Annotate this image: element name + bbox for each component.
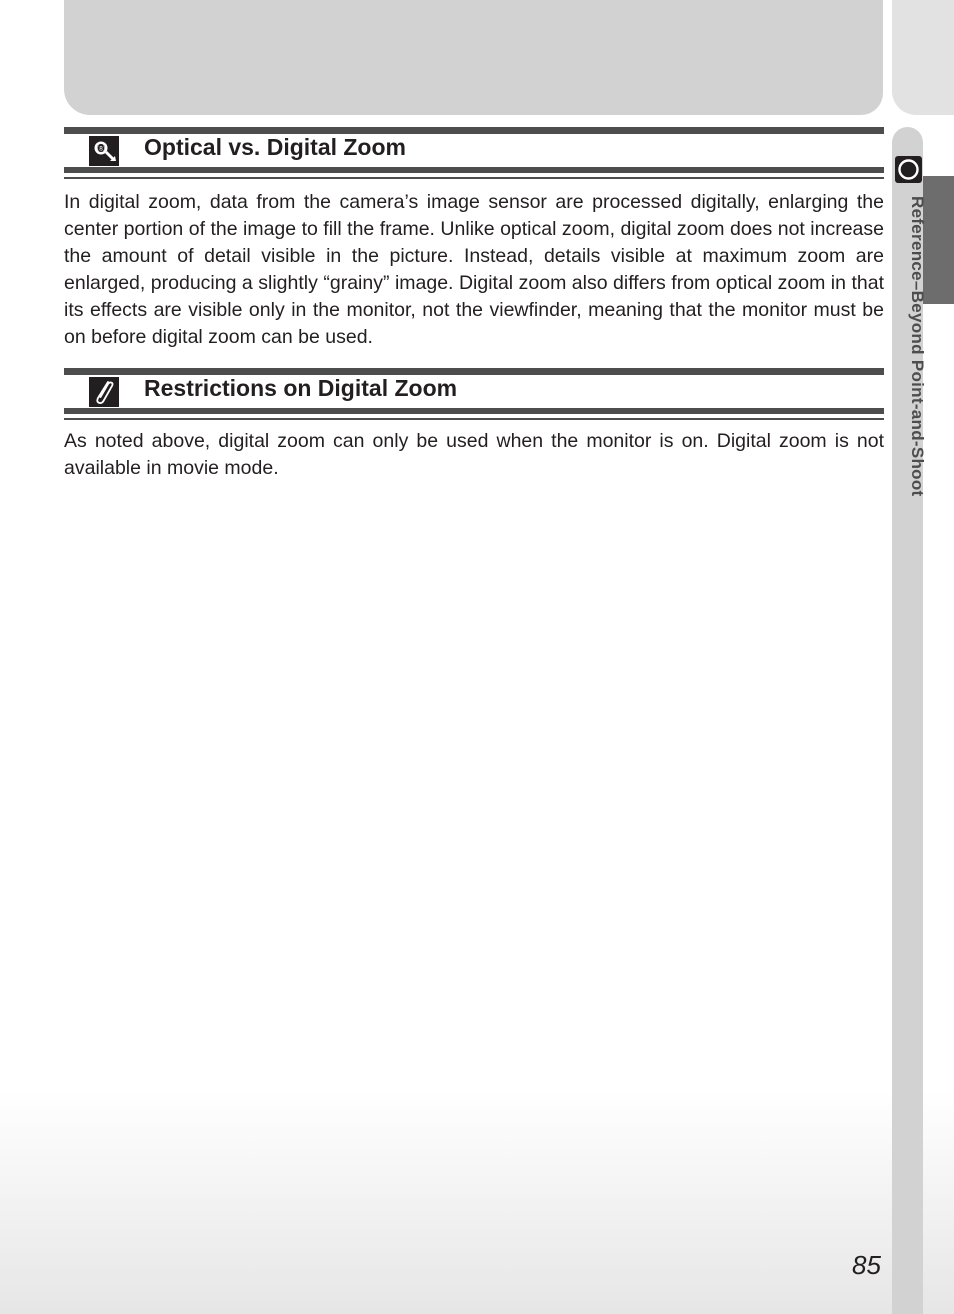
- header-rule-top: [64, 127, 884, 134]
- page-number: 85: [852, 1250, 881, 1280]
- chapter-label: Reference–Beyond Point-and-Shoot: [908, 196, 927, 497]
- header-rule-thin: [64, 418, 884, 420]
- side-top-decorative-panel: [892, 0, 954, 115]
- section-title: Restrictions on Digital Zoom: [144, 375, 458, 401]
- header-rule-bottom: [64, 408, 884, 414]
- header-rule-top: [64, 368, 884, 375]
- header-rule-thin: [64, 177, 884, 179]
- top-decorative-panel: [64, 0, 883, 115]
- magnifier-tip-icon: [89, 136, 119, 166]
- section-body-text: In digital zoom, data from the camera’s image sensor are processed digitally, enlarging the center portion of the image to fill the frame. Unlike optical zoom, digital zoom does not increase the amount of detail visible in the picture. Instead, details visible at maximum zoom are enlarged, producing a slightly “grainy” image. Digital zoom also differs from optical zoom in that its effects are visible only in the monitor, not the viewfinder, meaning that the monitor must be on before digital zoom can be used.: [64, 191, 884, 348]
- section-header-optical-vs-digital: [64, 127, 884, 181]
- header-rule-bottom: [64, 167, 884, 173]
- paperclip-note-icon: [89, 377, 119, 407]
- svg-text:(8): (8): [96, 145, 106, 153]
- section-title: Optical vs. Digital Zoom: [144, 134, 406, 160]
- section-body-text: As noted above, digital zoom can only be used when the monitor is on. Digital zoom is not available in movie mode.: [64, 430, 884, 479]
- reference-ring-icon: [895, 156, 922, 183]
- section-header-restrictions: [64, 368, 884, 422]
- chapter-tab-marker: [923, 176, 954, 304]
